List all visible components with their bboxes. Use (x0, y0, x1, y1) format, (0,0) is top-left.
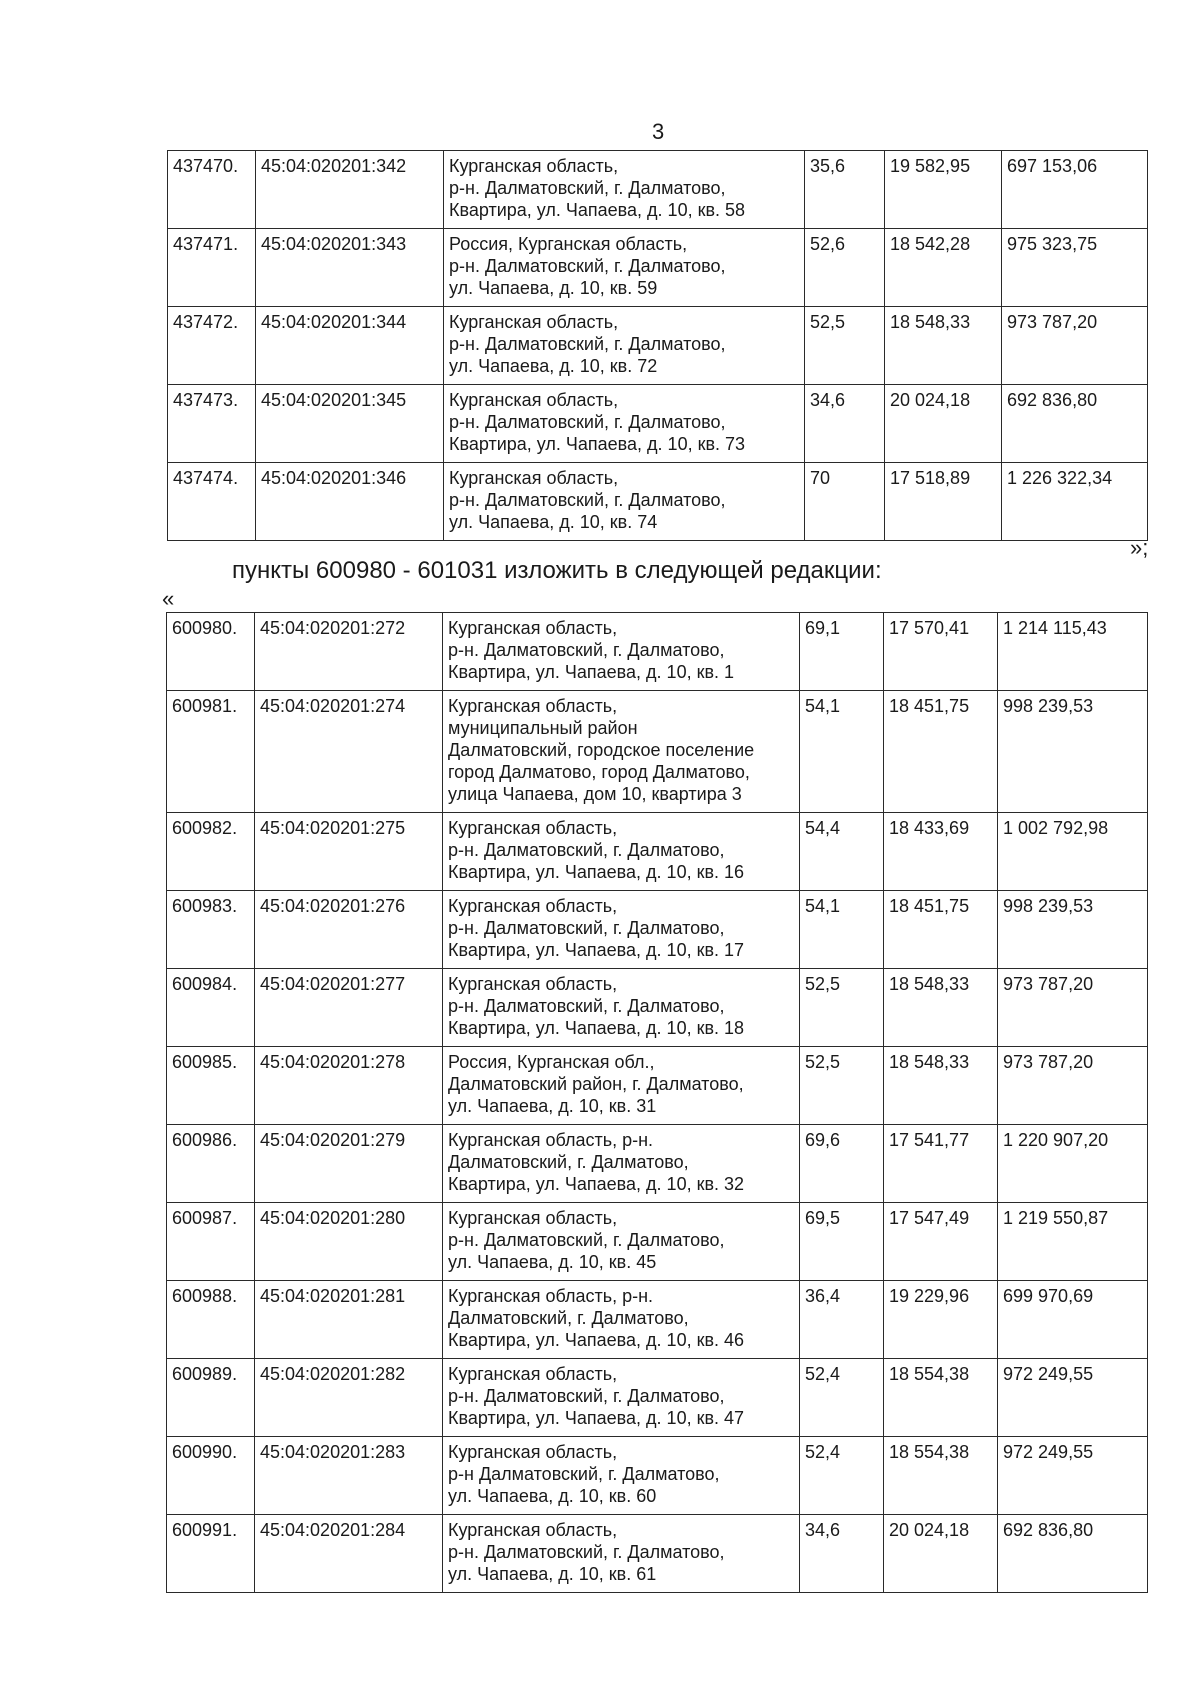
cadastral-value-cell: 1 002 792,98 (998, 813, 1148, 891)
cadastral-rate-cell: 18 548,33 (884, 969, 998, 1047)
table-row (167, 691, 1148, 813)
cadastral-rate-cell: 18 433,69 (884, 813, 998, 891)
address-cell: Россия, Курганская область, р-н. Далматовский, г. Далматово, ул. Чапаева, д. 10, кв. 59 (444, 229, 805, 307)
address-cell: Курганская область, р-н. Далматовский, г. Далматово, Квартира, ул. Чапаева, д. 10, кв. 73 (444, 385, 805, 463)
cadastral-value-cell: 973 787,20 (998, 969, 1148, 1047)
address-cell: Курганская область, р-н. Далматовский, г. Далматово, Квартира, ул. Чапаева, д. 10, кв. 58 (444, 151, 805, 229)
cadastral-number-cell: 45:04:020201:278 (255, 1047, 443, 1125)
cadastral-rate-cell: 19 229,96 (884, 1281, 998, 1359)
address-cell: Курганская область, р-н. Далматовский, г. Далматово, Квартира, ул. Чапаева, д. 10, кв. 46 (443, 1281, 800, 1359)
address-cell: Курганская область, р-н. Далматовский, г. Далматово, ул. Чапаева, д. 10, кв. 74 (444, 463, 805, 541)
area-cell: 52,4 (800, 1437, 884, 1515)
address-cell: Курганская область, р-н. Далматовский, г. Далматово, ул. Чапаева, д. 10, кв. 61 (443, 1515, 800, 1593)
cadastral-number-cell: 45:04:020201:346 (256, 463, 444, 541)
table-row (167, 1047, 1148, 1125)
table-row (167, 969, 1148, 1047)
cadastral-rate-cell: 20 024,18 (885, 385, 1002, 463)
table-row (168, 463, 1148, 541)
cadastral-value-cell: 973 787,20 (1002, 307, 1148, 385)
cadastral-number-cell: 45:04:020201:344 (256, 307, 444, 385)
registry-table-top (167, 150, 1148, 541)
cadastral-rate-cell: 18 554,38 (884, 1437, 998, 1515)
cadastral-number-cell: 45:04:020201:283 (255, 1437, 443, 1515)
row-number-cell: 600989. (167, 1359, 255, 1437)
address-cell: Курганская область, р-н. Далматовский, г. Далматово, Квартира, ул. Чапаева, д. 10, кв. 18 (443, 969, 800, 1047)
table-row (168, 385, 1148, 463)
table-row (167, 1359, 1148, 1437)
table-row (167, 1203, 1148, 1281)
cadastral-number-cell: 45:04:020201:277 (255, 969, 443, 1047)
cadastral-rate-cell: 17 541,77 (884, 1125, 998, 1203)
address-cell: Курганская область, р-н. Далматовский, г. Далматово, Квартира, ул. Чапаева, д. 10, кв. 17 (443, 891, 800, 969)
cadastral-value-cell: 692 836,80 (1002, 385, 1148, 463)
area-cell: 52,6 (805, 229, 885, 307)
area-cell: 54,1 (800, 891, 884, 969)
cadastral-value-cell: 1 214 115,43 (998, 613, 1148, 691)
cadastral-number-cell: 45:04:020201:279 (255, 1125, 443, 1203)
area-cell: 35,6 (805, 151, 885, 229)
area-cell: 69,6 (800, 1125, 884, 1203)
address-cell: Курганская область, р-н. Далматовский, г. Далматово, Квартира, ул. Чапаева, д. 10, кв. 32 (443, 1125, 800, 1203)
table-row (167, 1125, 1148, 1203)
cadastral-number-cell: 45:04:020201:282 (255, 1359, 443, 1437)
cadastral-number-cell: 45:04:020201:275 (255, 813, 443, 891)
address-cell: Курганская область, р-н. Далматовский, г. Далматово, Квартира, ул. Чапаева, д. 10, кв. 1 (443, 613, 800, 691)
table-row (168, 229, 1148, 307)
cadastral-number-cell: 45:04:020201:274 (255, 691, 443, 813)
cadastral-number-cell: 45:04:020201:281 (255, 1281, 443, 1359)
cadastral-rate-cell: 18 451,75 (884, 891, 998, 969)
cadastral-value-cell: 973 787,20 (998, 1047, 1148, 1125)
row-number-cell: 437472. (168, 307, 256, 385)
row-number-cell: 437470. (168, 151, 256, 229)
cadastral-value-cell: 692 836,80 (998, 1515, 1148, 1593)
table-row (167, 613, 1148, 691)
address-cell: Курганская область, р-н. Далматовский, г. Далматово, Квартира, ул. Чапаева, д. 10, кв. 16 (443, 813, 800, 891)
cadastral-value-cell: 975 323,75 (1002, 229, 1148, 307)
address-cell: Россия, Курганская обл., Далматовский район, г. Далматово, ул. Чапаева, д. 10, кв. 31 (443, 1047, 800, 1125)
opening-quote-mark: « (162, 586, 175, 611)
cadastral-rate-cell: 18 548,33 (885, 307, 1002, 385)
area-cell: 69,5 (800, 1203, 884, 1281)
cadastral-value-cell: 1 226 322,34 (1002, 463, 1148, 541)
cadastral-number-cell: 45:04:020201:345 (256, 385, 444, 463)
area-cell: 52,5 (805, 307, 885, 385)
row-number-cell: 600985. (167, 1047, 255, 1125)
area-cell: 52,5 (800, 969, 884, 1047)
cadastral-value-cell: 697 153,06 (1002, 151, 1148, 229)
cadastral-rate-cell: 18 542,28 (885, 229, 1002, 307)
address-cell: Курганская область, р-н Далматовский, г. Далматово, ул. Чапаева, д. 10, кв. 60 (443, 1437, 800, 1515)
cadastral-rate-cell: 17 570,41 (884, 613, 998, 691)
row-number-cell: 600987. (167, 1203, 255, 1281)
cadastral-rate-cell: 18 554,38 (884, 1359, 998, 1437)
table-row (168, 307, 1148, 385)
cadastral-value-cell: 699 970,69 (998, 1281, 1148, 1359)
row-number-cell: 437474. (168, 463, 256, 541)
cadastral-value-cell: 1 220 907,20 (998, 1125, 1148, 1203)
table-row (167, 1437, 1148, 1515)
row-number-cell: 600982. (167, 813, 255, 891)
row-number-cell: 600990. (167, 1437, 255, 1515)
address-cell: Курганская область, р-н. Далматовский, г. Далматово, ул. Чапаева, д. 10, кв. 72 (444, 307, 805, 385)
area-cell: 54,1 (800, 691, 884, 813)
cadastral-number-cell: 45:04:020201:342 (256, 151, 444, 229)
cadastral-rate-cell: 20 024,18 (884, 1515, 998, 1593)
area-cell: 34,6 (800, 1515, 884, 1593)
cadastral-rate-cell: 17 547,49 (884, 1203, 998, 1281)
cadastral-value-cell: 972 249,55 (998, 1359, 1148, 1437)
area-cell: 34,6 (805, 385, 885, 463)
closing-quote-mark: »; (1130, 535, 1149, 560)
address-cell: Курганская область, муниципальный район Далматовский, городское поселение город Далматово, город Далматово, улица Чапаева, дом 10, квартира 3 (443, 691, 800, 813)
cadastral-value-cell: 998 239,53 (998, 891, 1148, 969)
cadastral-value-cell: 972 249,55 (998, 1437, 1148, 1515)
cadastral-number-cell: 45:04:020201:343 (256, 229, 444, 307)
row-number-cell: 600991. (167, 1515, 255, 1593)
table-row (167, 1281, 1148, 1359)
row-number-cell: 437471. (168, 229, 256, 307)
cadastral-value-cell: 998 239,53 (998, 691, 1148, 813)
row-number-cell: 600986. (167, 1125, 255, 1203)
row-number-cell: 600980. (167, 613, 255, 691)
cadastral-rate-cell: 18 451,75 (884, 691, 998, 813)
cadastral-number-cell: 45:04:020201:272 (255, 613, 443, 691)
row-number-cell: 600988. (167, 1281, 255, 1359)
cadastral-number-cell: 45:04:020201:276 (255, 891, 443, 969)
cadastral-value-cell: 1 219 550,87 (998, 1203, 1148, 1281)
table-row (167, 813, 1148, 891)
table-row (168, 151, 1148, 229)
page-number: 3 (652, 119, 665, 144)
area-cell: 69,1 (800, 613, 884, 691)
table-row (167, 891, 1148, 969)
cadastral-number-cell: 45:04:020201:280 (255, 1203, 443, 1281)
registry-table-main (166, 612, 1148, 1593)
row-number-cell: 600983. (167, 891, 255, 969)
area-cell: 52,5 (800, 1047, 884, 1125)
cadastral-rate-cell: 19 582,95 (885, 151, 1002, 229)
address-cell: Курганская область, р-н. Далматовский, г. Далматово, ул. Чапаева, д. 10, кв. 45 (443, 1203, 800, 1281)
area-cell: 54,4 (800, 813, 884, 891)
table-row (167, 1515, 1148, 1593)
cadastral-rate-cell: 17 518,89 (885, 463, 1002, 541)
address-cell: Курганская область, р-н. Далматовский, г. Далматово, Квартира, ул. Чапаева, д. 10, кв. 47 (443, 1359, 800, 1437)
amendment-instruction: пункты 600980 - 601031 изложить в следующей редакции: (232, 557, 882, 584)
cadastral-number-cell: 45:04:020201:284 (255, 1515, 443, 1593)
area-cell: 70 (805, 463, 885, 541)
area-cell: 52,4 (800, 1359, 884, 1437)
row-number-cell: 600984. (167, 969, 255, 1047)
cadastral-rate-cell: 18 548,33 (884, 1047, 998, 1125)
row-number-cell: 437473. (168, 385, 256, 463)
row-number-cell: 600981. (167, 691, 255, 813)
area-cell: 36,4 (800, 1281, 884, 1359)
